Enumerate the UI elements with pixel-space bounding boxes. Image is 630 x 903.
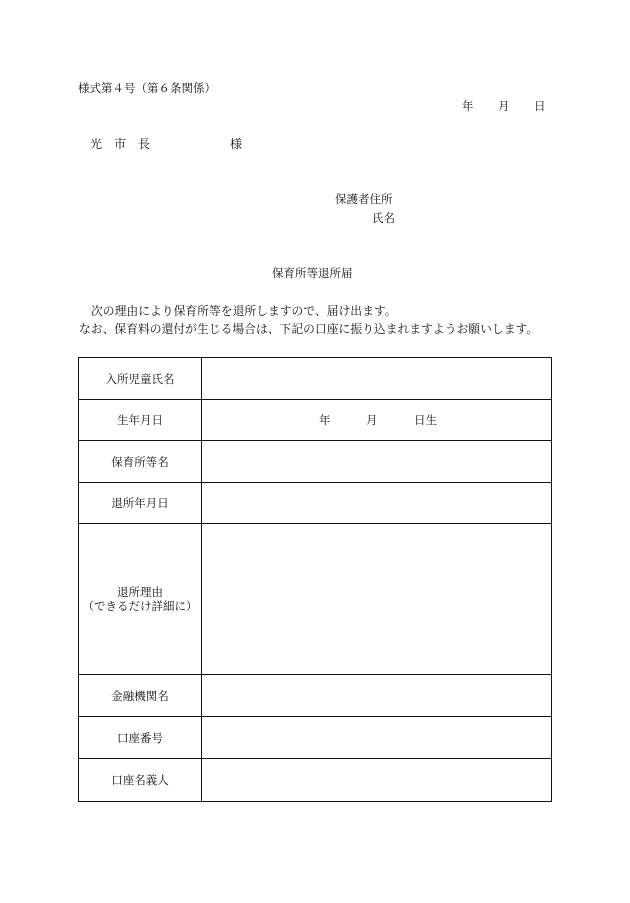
account-number-label-cell (79, 717, 202, 759)
bank-name-label-cell (79, 675, 202, 717)
form-number: 様式第４号（第６条関係） (78, 81, 216, 95)
account-number-label: 口座番号 (117, 730, 163, 745)
guardian-name-label: 氏名 (372, 211, 395, 225)
reason-note: （できるだけ詳細に） (82, 599, 198, 613)
addressee-name: 光 市 長 (90, 137, 151, 151)
birth-day-label: 日生 (414, 413, 437, 427)
facility-name-field (202, 441, 552, 483)
facility-name-label: 保育所等名 (111, 454, 169, 469)
birth-date-label-cell (79, 400, 202, 441)
reason-field (202, 524, 552, 675)
date-day-label: 日 (534, 99, 546, 113)
reason-label: 退所理由 (117, 585, 163, 599)
account-holder-field (202, 759, 552, 802)
bank-name-field (202, 675, 552, 717)
birth-date-field (202, 400, 552, 441)
facility-name-label-cell (79, 441, 202, 483)
account-holder-label-cell (79, 759, 202, 802)
reason-label-cell (79, 524, 202, 675)
birth-date-label: 生年月日 (117, 413, 163, 427)
withdrawal-date-label: 退所年月日 (111, 496, 169, 510)
child-name-field (202, 358, 552, 400)
account-number-field (202, 717, 552, 759)
child-name-label-cell (79, 358, 202, 400)
child-name-label: 入所児童氏名 (105, 371, 175, 386)
withdrawal-date-label-cell (79, 483, 202, 524)
guardian-address-label: 保護者住所 (335, 192, 393, 206)
withdrawal-form-table (78, 357, 552, 802)
withdrawal-date-field (202, 483, 552, 524)
account-holder-label: 口座名義人 (111, 773, 169, 787)
birth-month-label: 月 (366, 413, 378, 427)
body-line-2: なお、保育料の還付が生じる場合は、下記の口座に振り込まれますようお願いします。 (79, 322, 539, 336)
date-month-label: 月 (498, 99, 510, 113)
addressee-honorific: 様 (230, 137, 243, 151)
document-title: 保育所等退所届 (272, 266, 353, 280)
bank-name-label: 金融機関名 (111, 688, 169, 703)
birth-year-label: 年 (319, 413, 331, 427)
body-line-1: 次の理由により保育所等を退所しますので、届け出ます。 (91, 304, 397, 318)
date-year-label: 年 (462, 99, 474, 113)
